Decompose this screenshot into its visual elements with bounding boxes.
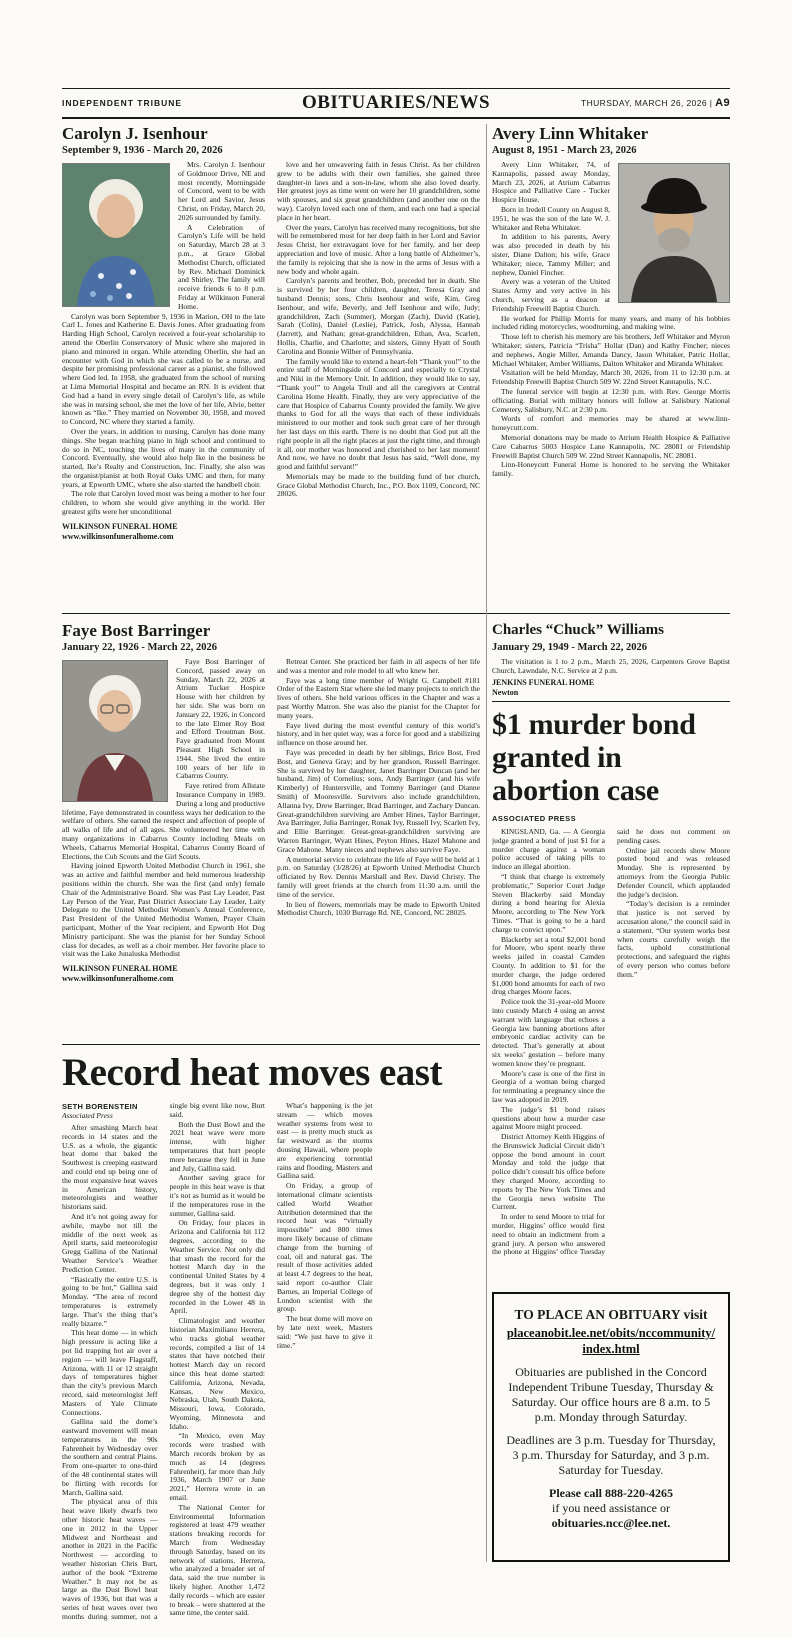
paragraph: This heat dome — in which high pressure is acting like a pot lid trapping hot air over a region — will leave Flagstaff, Arizona, with 11 or 12 straight days of temperatures higher than the city’s previous March record, said meteorologist Jeff Masters of Yale Climate Connections. <box>62 1328 158 1417</box>
paragraph: “In Mexico, even May records were trashed with March records broken by as much as 14 (degrees Fahrenheit), far more than July 1936, March 1907 or June 2021,” Herrera wrote in an email. <box>169 1431 265 1503</box>
paragraph: “I think that charge is extremely problematic,” Superior Court Judge Steven Blackerby said Monday during a bond hearing for Alexia Moore, according to The New York Times. “That is going to be a hard charge to convict upon.” <box>492 871 605 934</box>
column-divider <box>486 124 487 1562</box>
article-headline: $1 murder bond granted in abortion case <box>492 708 696 807</box>
article-text <box>62 1102 373 1622</box>
masthead <box>62 88 730 119</box>
paragraph: Visitation will be held Monday, March 30, 2026, from 11 to 12:30 p.m. at Friendship Freewill Baptist Church 509 W. 22nd Street Kannapolis, N.C. <box>492 368 730 387</box>
paragraph: He worked for Phillip Morris for many years, and many of his hobbies included riding motorcycles, woodturning, and making wine. <box>492 313 730 332</box>
paragraph: On Friday, four places in Arizona and California hit 112 degrees, according to the Weather Service. Not only did that smash the record for the hottest March day in the continental United States by 4 degrees, but it was only 1 degree shy of the hottest day recorded in the Lower 48 in April. <box>169 1218 265 1316</box>
paragraph: The funeral service will begin at 12:30 p.m. with Rev. George Morris officiating. Burial with military honors will follow at Salisbury National Cemetery, Salisbury, N.C. at 2:30 p.m. <box>492 386 730 414</box>
paragraph: “Basically the entire U.S. is going to be hot,” Gallina said Monday. “The area of record temperatures is extremely large. That’s the thing that’s really bizarre.” <box>62 1274 158 1328</box>
paragraph: Moore’s case is one of the first in Georgia of a woman being charged for terminating a pregnancy since the law was adopted in 2019. <box>492 1068 605 1104</box>
paragraph: And it’s not going away for awhile, maybe not till the middle of the next week as April starts, said meteorologist Gregg Gallina of the National Weather Service’s Weather Prediction Center. <box>62 1211 158 1274</box>
obituary-name: Carolyn J. Isenhour <box>62 124 208 143</box>
obituary-name: Avery Linn Whitaker <box>492 124 649 143</box>
paragraph: Avery was a veteran of the United States Army and very active in his church, serving as a deacon at Friendship Freewill Baptist Church. <box>492 277 610 313</box>
paragraph: Both the Dust Bowl and the 2021 heat wave were more intense, with higher temperatures that hurt people more because they fell in June and July, Gallina said. <box>169 1119 265 1173</box>
paragraph: On Friday, a group of international climate scientists called World Weather Attribution determined that the record heat was “virtually impossible” and 800 times more likely because of climate change from the burning of coal, oil and natural gas. The result of those activities added at least 4.7 degrees to the heat, said report co-author Clair Barnes, an Imperial College of London scientist with the group. <box>277 1181 373 1314</box>
paragraph: Over the years, in addition to nursing, Carolyn has done many things. She began teaching piano in high school and continued to do so in NC, touching the lives of many in the community of Concord. Eventually, she would also help Ike in the business he started, Ike’s Realty and Construction, Inc. Finally, she also was the organist/pianist at both Royal Oaks UMC and then, for many years, at Epworth UMC, where she also started the handbell choir. <box>62 426 265 489</box>
paragraph: Having joined Epworth United Methodist Church in 1961, she was an active and faithful member and held numerous leadership positions within the church. She was the first (and only) female Chair of the Administrative Board. She was Past Lay Leader, Past Lay Person of the Year, Past District Associate Lay Leader, Laity Delegate to the United Methodist Women’s Annual Conference, Past President of the United Methodist Women, Prayer Chain participant, Mother of the Year recipient, and Epworth Hot Dog Ministry participant. She was the pianist for her Sunday School class for decades, as well as a choir member. Her favorite place to visit was the Lake Junaluska Methodist <box>62 861 265 959</box>
paragraph: Faye was a long time member of Wright G. Campbell #181 Order of the Eastern Star where she led many projects to enrich the lives of others. She held various offices in the Chapter and was a past Worthy Matron. She was also the pianist for the Chapter for many years. <box>277 675 480 720</box>
paragraph: “Today’s decision is a reminder that justice is not served by accusation alone,” the council said in a statement. “Our system works best when courts carefully weigh the facts, uphold constitutional protections, and safeguard the rights of every person who comes before them.” <box>617 899 730 979</box>
paragraph: District Attorney Keith Higgins of the Brunswick Judicial Circuit didn’t oppose the bond amount in court Monday and told the judge that police didn’t consult his office before they charged Moore, according to reports by The New York Times and the Georgia news website The Current. <box>492 1132 605 1212</box>
funeral-home-website: www.wilkinsonfuneralhome.com <box>62 974 174 984</box>
paragraph: Faye Bost Barringer of Concord, passed away on Sunday, March 22, 2026 at Atrium Tucker Hospice House with her children by her side. She was born on January 22, 1926, in Concord to the late Elmer Roy Bost and Efford Troutman Bost. Faye graduated from Mount Pleasant High School in 1944. She lived the entire 100 years of her life in Cabarrus County. <box>176 657 265 781</box>
masthead-page-number: A9 <box>715 97 730 109</box>
portrait-photo-whitaker <box>618 163 730 303</box>
obituary-column-1 <box>62 161 265 542</box>
notice-assistance-line: if you need assistance or <box>552 1501 670 1515</box>
section-divider <box>62 1044 480 1045</box>
funeral-home-name: JENKINS FUNERAL HOME <box>492 677 595 687</box>
paragraph: Avery Linn Whitaker, 74, of Kannapolis, passed away Monday, March 23, 2026, at Atrium Cabarrus Hospice and Palliative Care - Tucker Hospice House. <box>492 160 610 205</box>
paragraph: The role that Carolyn loved most was being a mother to her four children, to whom she would give anything in the world. Her greatest gifts were her unconditional <box>62 489 265 517</box>
funeral-home-city: Newton <box>492 687 519 697</box>
paragraph: A memorial service to celebrate the life of Faye will be held at 1 p.m. on Saturday (3/28/26) at Epworth United Methodist Church officiated by Rev. Dennis Marshall and Rev. David Christy. The family will greet friends at the church from 11:30 a.m. until the time of the service. <box>277 854 480 899</box>
obituary-dates: August 8, 1951 - March 23, 2026 <box>492 145 637 156</box>
paragraph: Blackerby set a total $2,001 bond for Moore, who spent nearly three weeks jailed in coastal Camden County. In addition to $1 for the murder charge, the judge ordered $1,000 bond amounts for each of two drug charges Moore faces. <box>492 934 605 997</box>
obituary-dates: January 22, 1926 - March 22, 2026 <box>62 642 217 653</box>
article-body <box>492 828 730 1272</box>
funeral-home-name: WILKINSON FUNERAL HOME <box>62 521 178 531</box>
portrait-illustration <box>63 164 169 306</box>
paragraph: What’s happening is the jet stream — which moves weather systems from west to east — is pretty much stuck as far westward as the storms dousing Hawaii, where people are experiencing torrential rains and flooding, Masters and Gallina said. <box>277 1101 373 1181</box>
paragraph: Police took the 31-year-old Moore into custody March 4 using an arrest warrant with language that echoes a Georgia law banning abortions after embryonic cardiac activity can be detected. That’s generally at about six weeks’ gestation – before many women know they’re pregnant. <box>492 997 605 1068</box>
paragraph: Faye was preceded in death by her siblings, Brice Bost, Fred Bost, and Geneva Gray; and by her grandson, Russell Barringer. She is survived by her daughter, Janet Barringer Duncan (and her husband, Jim) of Cornelius; sons, Andy Barringer (and his wife Kimberly) of Huntersville, and Tommy Barringer (and Dianne Smith) of Mooresville. Survivors also include grandchildren, Allanna Ivy, Drew Barringer, Brad Barringer, and Zachary Duncan. Great-grandchildren surviving are Amber Hines, Taylor Barringer, Ava Barringer, Julia Barringer, Ronak Ivy, Russell Ivy, Scarlett Ivy, and Ellie Barringer. Great-great-grandchildren surviving are Warren Barringer, Wyatt Hines, Peyton Hines, Hazel Mahone and Grace Mahone. Many nieces and nephews also survive Faye. <box>277 747 480 854</box>
paragraph: Memorial donations may be made to Atrium Health Hospice & Palliative Care Cabarrus 5003 Hospice Lane Kannapolis, NC 28081 or Friendship Freewill Baptist Church 509 W. 22nd Street Kannapolis, NC 28081. <box>492 432 730 460</box>
paragraph: In order to send Moore to trial for murder, Higgins’ office would first need to obtain an indictment from a grand jury. A person who answered the phone at Higgins’ office Tuesday said he does not comment on pending cases. <box>492 827 730 1257</box>
obituary-isenhour <box>62 124 480 613</box>
article-byline-org: Associated Press <box>62 1111 113 1120</box>
obituary-dates: January 29, 1949 - March 22, 2026 <box>492 642 647 653</box>
paragraph: The family would like to extend a heart-felt “Thank you!” to the entire staff of Morningside of Concord and especially to Crystal and Niki in the Memory Unit. In addition, they would like to say, “Thank you!” to Angela Trull and all the caregivers at Central Carolina Home Health. Finally, they are very appreciative of the care that Hospice of Cabarrus County provided the family. We give thanks to God for all the ways that each of these individuals ministered to our mother and took such great care of her through her last days on this earth. There is no doubt that God put all the right people in all the right places at just the right time, and through it all, our mother was honored and cherished to her last moment! And now, we have no doubt that Jesus has said, “Well done, my good and faithful servant!” <box>277 356 480 472</box>
notice-email-line: obituaries.ncc@lee.net. <box>551 1516 671 1530</box>
article-murder-bond <box>492 708 730 1284</box>
paragraph: The visitation is 1 to 2 p.m., March 25, 2026, Carpenters Grove Baptist Church, Lawndale, N.C. Service at 2 p.m. <box>492 657 730 675</box>
notice-phone-line: Please call 888-220-4265 <box>549 1486 673 1500</box>
portrait-photo-barringer <box>62 660 168 802</box>
paragraph: Linn-Honeycutt Funeral Home is honored to be serving the Whitaker family. <box>492 460 730 479</box>
paragraph: A Celebration of Carolyn’s Life will be held on Saturday, March 28 at 3 p.m., at Grace Global Methodist Church, officiated by Rev. Michael Dominick and Shirley. The family will receive friends 6 to 8 p.m. Friday at Wilkinson Funeral Home. <box>178 222 265 311</box>
article-record-heat <box>62 1052 480 1634</box>
masthead-date: THURSDAY, MARCH 26, 2026 <box>581 98 707 108</box>
paragraph: Carolyn’s parents and brother, Bob, preceded her in death. She is survived by her four children, daughter, Teresa Gray and husband Dennis; sons, Chris Isenhour and wife, Kim, Greg Isenhour, and wife, Beverly, and Jeff Isenhour and wife, Judy; grandchildren, Zach (Summer), Morgan (Zach), David (Katie), Sarah (Colin), Daniel (Leslie), Patrick, Josh, Alyssa, Hannah (Jarrett), and Nathan; great-grandchildren, Ethan, Ava, Scarlett, Hollis, Charlie, and Charlotte; and sisters, Ginny Hyatt of South Carolina and Bonnie Wilber of Pennsylvania. <box>277 276 480 356</box>
article-byline-name: SETH BORENSTEIN <box>62 1102 138 1111</box>
obituary-column-2 <box>277 658 480 984</box>
paragraph: KINGSLAND, Ga. — A Georgia judge granted a bond of just $1 for a murder charge against a woman police accused of taking pills to induce an illegal abortion. <box>492 827 605 872</box>
article-byline: ASSOCIATED PRESS <box>492 814 577 823</box>
paragraph: In addition to his parents, Avery was also preceded in death by his sister, Diane Dalton; his wife, Grace Whitaker; niece, Tammy Miller; and nephew, Daniel Fincher. <box>492 232 610 277</box>
paragraph: Online jail records show Moore posted bond and was released Monday. She is represented by attorneys from the Georgia Public Defender Council, which applauded the judge’s decision. <box>617 845 730 899</box>
paragraph: The judge’s $1 bond raises questions about how a murder case against Moore might proceed. <box>492 1104 605 1132</box>
portrait-illustration <box>63 661 167 801</box>
article-headline: Record heat moves east <box>62 1052 442 1094</box>
funeral-home-name: WILKINSON FUNERAL HOME <box>62 964 178 974</box>
paragraph: Mrs. Carolyn J. Isenhour of Goldmoor Drive, NE and most recently, Morningside of Concord, went to be with her Lord and Savior, Jesus Christ, on Friday, March 20, 2026 surrounded by family. <box>178 160 265 222</box>
paragraph: Memorials may be made to the building fund of her church, Grace Global Methodist Church, Inc., P.O. Box 1109, Concord, NC 28026. <box>277 471 480 499</box>
paragraph: Climatologist and weather historian Maximiliano Herrera, who tracks global weather records, compiled a list of 14 states that have notched their hottest March day on record since this heat dome started: California, Arizona, Nevada, Kansas, New Mexico, Nebraska, Utah, South Dakota, Missouri, Iowa, Colorado, Wyoming, Minnesota and Idaho. <box>169 1316 265 1431</box>
funeral-home-tag <box>62 522 265 542</box>
obituary-placement-box <box>492 1292 730 1562</box>
portrait-illustration <box>619 164 729 302</box>
obituary-body <box>492 161 730 479</box>
article-body <box>62 1102 480 1622</box>
masthead-date-page <box>581 97 730 109</box>
paragraph: Born in Iredell County on August 8, 1951, he was the son of the late W. J. Whitaker and Reba Whitaker. <box>492 204 610 232</box>
obituary-column-1 <box>62 658 265 984</box>
obituary-name: Faye Bost Barringer <box>62 621 211 640</box>
obituary-text <box>277 161 480 499</box>
paragraph: The heat dome will move on by late next week, Masters said: “We just have to give it time.” <box>277 1314 373 1350</box>
obituary-dates: September 9, 1936 - March 20, 2026 <box>62 145 223 156</box>
notice-deadlines-info: Deadlines are 3 p.m. Tuesday for Thursday, 3 p.m. Thursday for Saturday, and 3 p.m. Saturday for Tuesday. <box>506 1433 716 1477</box>
funeral-home-website: www.wilkinsonfuneralhome.com <box>62 531 174 541</box>
masthead-section-title: OBITUARIES/NEWS <box>301 92 491 113</box>
paragraph: In lieu of flowers, memorials may be made to Epworth United Methodist Church, 1030 Burrage Rd. NE, Concord, NC 28025. <box>277 899 480 918</box>
article-text <box>492 828 730 1272</box>
notice-title: TO PLACE AN OBITUARY visit <box>514 1307 708 1322</box>
funeral-home-tag <box>62 964 265 984</box>
paragraph: Another saving grace for people in this heat wave is that it’s not as humid as it would be if the temperatures rose in the summer, Gallina said. <box>169 1173 265 1218</box>
portrait-photo-isenhour <box>62 163 170 307</box>
section-divider <box>492 701 730 702</box>
paragraph: Those left to cherish his memory are his brothers, Jeff Whitaker and Myron Whitaker; sisters, Patricia “Trisha” Hollar (Dan) and Kathy Fincher; nieces and nephews, Angie Miller, Amanda Dancy, Jason Whitaker, Patric Hollar, Michael Whitaker, Amber Williams, Dalton Whitaker and Miranda Whitaker. <box>492 332 730 368</box>
paragraph: Gallina said the dome’s eastward movement will mean temperatures in the 90s Fahrenheit by Wednesday over the southern and central Plains. From one-quarter to one-third of the 48 continental states will be flirting with records for March, Gallina said. <box>62 1417 158 1497</box>
paragraph: After smashing March heat records in 14 states and the U.S. as a whole, the gigantic heat dome that baked the Southwest is creeping eastward and could end up being one of the most expansive heat waves in American history, meteorologists and weather historians said. <box>62 1123 158 1212</box>
paragraph: Faye lived during the most eventful century of this world’s history, and in her quiet way, was a force for good and a stabilizing influence on those around her. <box>277 720 480 748</box>
paragraph: Over the years, Carolyn has received many recognitions, but she will be remembered most for her deep faith in her Lord and Savior Jesus Christ, her extravagant love for her family, and her deep appreciation and love of music. After a long battle of Alzheimer’s, the family is rejoicing that she is now in the arms of Jesus with a new body and whole again. <box>277 222 480 276</box>
paragraph: love and her unwavering faith in Jesus Christ. As her children grew to be adults with their own families, she gained three daughter-in laws and a son-in-law, whom she also loved dearly. Her greatest joys as time went on were her 10 grandchildren, some with spouses, and six great grandchildren (and another one on the way). Carolyn loved each one of them, and each one had a special place in her heart. <box>277 160 480 222</box>
paragraph: Words of comfort and memories may be shared at www.linn-honeycutt.com. <box>492 414 730 433</box>
paragraph: Faye retired from Allstate Insurance Company in 1989. During a long and productive lifetime, Faye demonstrated in countless ways her dedication to the welfare of others. She earned the respect and affection of people of all walks of life and of all ages. She volunteered her time with many organizations in Cabarrus County including Meals on Wheels, Cabarrus Memorial Hospital, Cabarrus County Board of Elections, the Cub Scouts and the Girl Scouts. <box>62 781 265 861</box>
obituary-column-2 <box>277 161 480 542</box>
funeral-home-tag <box>492 678 730 698</box>
obituary-barringer <box>62 621 480 1044</box>
paragraph: The National Center for Environmental Information registered at least 479 weather stations breaking records for March from Wednesday through Saturday, based on its network of stations. Herrera, who analyzed a broader set of data, said the true number is likely higher. Another 1,472 daily records – which are easier to break – were shattered at the same time, the center said. <box>169 1502 265 1618</box>
paragraph: Retreat Center. She practiced her faith in all aspects of her life and was a mentor and role model to all who knew her. <box>277 657 480 675</box>
obituary-name: Charles “Chuck” Williams <box>492 622 664 638</box>
paragraph: The physical area of this heat wave likely dwarfs two other historic heat waves — one in 2012 in the Upper Midwest and Northeast and another in 2021 in the Pacific Northwest — according to weather historian Chris Burt, author of the book “Extreme Weather.” It may not be as large as the Dust Bowl heat waves of 1936, but that was a series of heat waves over two months during summer, not a single big event like now, Burt said. <box>62 1101 265 1621</box>
obituary-text <box>277 658 480 918</box>
obituary-whitaker <box>492 124 730 613</box>
obituary-text <box>492 658 730 676</box>
masthead-divider: | <box>709 98 713 108</box>
notice-url-link[interactable]: placeanobit.lee.net/obits/nccommunity/index.html <box>506 1326 716 1356</box>
paragraph: Carolyn was born September 9, 1936 in Marion, OH to the late Carl L. Jones and Katherine E. Davis Jones. After graduating from Harding High School, Carolyn received a four-year scholarship to attend the Oberlin Conservatory of Music where she majored in piano and minored in organ. While attending Oberlin, she had an encounter with God in which she was called to be a nurse, and despite her promising professional career as a pianist, she followed where God led. In 1958, she graduated from the school of nursing at Lima Memorial Hospital and became an RN. It is evident that God had a hand in every single detail of Carolyn’s life, as while she was in nursing school, she met the love of her life, Alvie, better known as “Ike.” They married on November 30, 1958, and moved to Concord, NC where they started a family. <box>62 311 265 427</box>
obituary-williams <box>492 621 730 699</box>
masthead-publication: INDEPENDENT TRIBUNE <box>62 98 183 108</box>
section-divider <box>62 613 730 614</box>
notice-publication-info: Obituaries are published in the Concord Independent Tribune Tuesday, Thursday & Saturday. Our office hours are 8 a.m. to 5 p.m. Monday through Saturday. <box>508 1365 714 1424</box>
